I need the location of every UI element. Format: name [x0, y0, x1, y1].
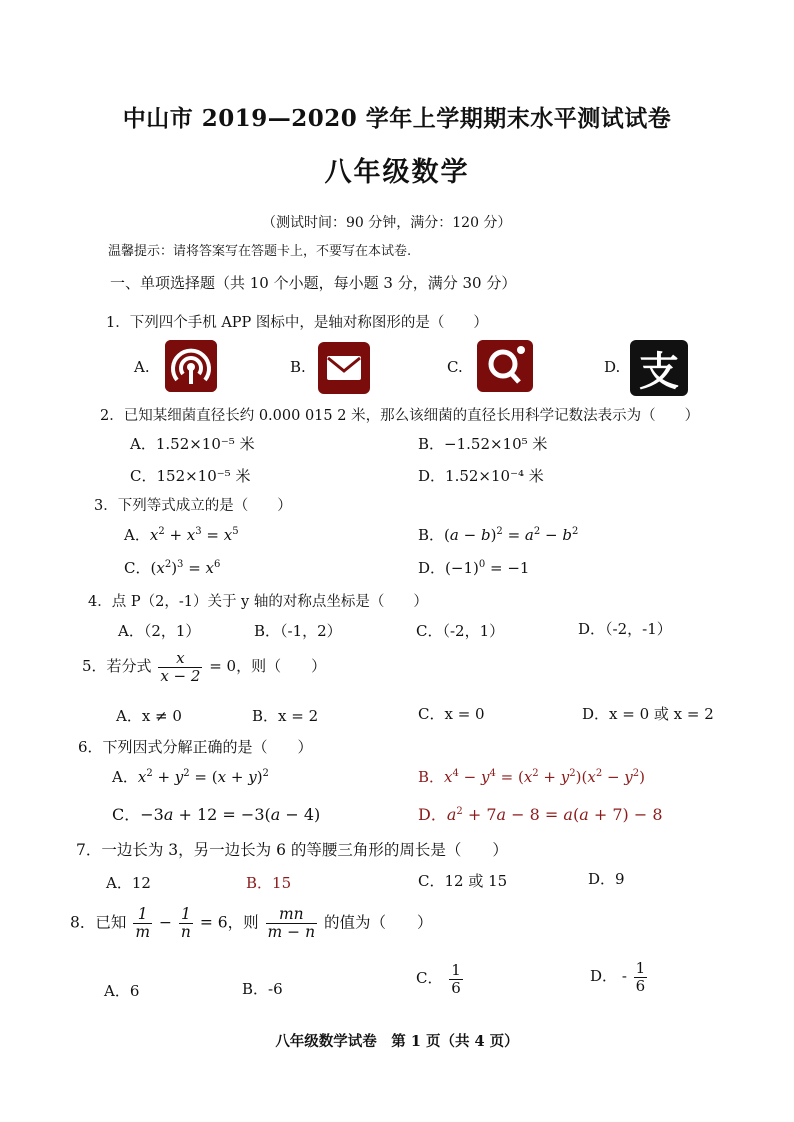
q3-option-b: B．$(a - b)^2 = a^2 - b^2$ — [418, 526, 579, 544]
q8-f3-den: m − n — [267, 923, 316, 942]
q4-option-a: A．（2，1） — [118, 622, 201, 640]
q1-label-b: B. — [290, 358, 306, 376]
q3-option-d: D．$(-1)^0 = -1$ — [418, 559, 530, 577]
q1-label-c: C. — [447, 358, 463, 376]
question-8-stem — [70, 906, 433, 941]
q8-f2-den: n — [180, 923, 191, 942]
search-app-icon — [477, 340, 529, 392]
q6-option-d: D．$a^2 + 7a - 8 = a(a + 7) - 8$ — [418, 805, 663, 824]
q5-option-d: D．x = 0 或 x = 2 — [582, 705, 714, 723]
q8-d-minus: - — [621, 967, 627, 985]
q2-option-c: C．152×10⁻⁵ 米 — [130, 467, 251, 485]
q7-option-c: C．12 或 15 — [418, 872, 508, 890]
question-6-stem: 6．下列因式分解正确的是（ ） — [78, 738, 313, 756]
q2-option-b: B．−1.52×10⁵ 米 — [418, 435, 548, 453]
q8-d-den: 6 — [635, 976, 646, 995]
q8-c-num: 1 — [451, 961, 461, 979]
question-5-stem — [82, 650, 326, 684]
q8-mid: = 6，则 — [199, 913, 259, 932]
q8-d-label: D． — [590, 967, 618, 985]
q8-fraction-1 — [133, 906, 152, 941]
q8-c-label: C． — [416, 969, 443, 987]
q8-fraction-3 — [266, 906, 318, 941]
q4-option-b: B．（-1，2） — [254, 622, 342, 640]
subject-title: 八年级数学 — [324, 157, 470, 188]
question-1-stem: 1．下列四个手机 APP 图标中，是轴对称图形的是（ ） — [106, 315, 488, 331]
q6-option-b: B．$x^4 - y^4 = (x^2 + y^2)(x^2 - y^2)$ — [418, 768, 646, 786]
q8-c-den: 6 — [451, 978, 461, 997]
q8-option-c — [416, 962, 465, 996]
q8-option-d — [590, 960, 649, 994]
q8-f2-num: 1 — [179, 906, 193, 924]
exam-info: （测试时间：90 分钟，满分：120 分） — [262, 215, 512, 231]
q5-option-a: A．x ≠ 0 — [116, 707, 182, 725]
q5-suffix: = 0，则（ ） — [209, 657, 327, 675]
q5-option-b: B．x = 2 — [252, 707, 319, 725]
q8-c-fraction — [449, 962, 463, 996]
exam-title: 中山市 2019—2020 学年上学期期末水平测试试卷 — [122, 105, 672, 132]
q3-option-a: A．$x^2 + x^3 = x^5$ — [124, 526, 239, 544]
q5-prefix: 5．若分式 — [82, 657, 152, 675]
q7-option-d: D．9 — [588, 870, 625, 888]
q8-f1-num: 1 — [133, 906, 152, 924]
question-2-stem: 2．已知某细菌直径长约 0.000 015 2 米，那么该细菌的直径长用科学记数法表示为（ ） — [100, 408, 700, 424]
q1-label-a: A. — [134, 358, 150, 376]
exam-tip: 温馨提示：请将答案写在答题卡上，不要写在本试卷. — [108, 244, 412, 259]
q7-option-a: A．12 — [106, 874, 151, 892]
q8-d-num: 1 — [635, 959, 646, 977]
alipay-app-icon — [630, 340, 688, 396]
q8-minus: − — [158, 913, 172, 932]
q8-f1-den: m — [135, 923, 151, 942]
question-7-stem: 7．一边长为 3，另一边长为 6 的等腰三角形的周长是（ ） — [76, 841, 508, 859]
q5-option-c: C．x = 0 — [418, 705, 485, 723]
q8-option-a: A．6 — [104, 982, 140, 1000]
q2-option-d: D．1.52×10⁻⁴ 米 — [418, 467, 544, 485]
q6-option-a: A．$x^2 + y^2 = (x + y)^2$ — [112, 768, 269, 786]
q8-option-b: B．-6 — [242, 980, 283, 998]
q8-suffix: 的值为（ ） — [324, 913, 433, 932]
q5-fraction — [158, 650, 202, 684]
section-heading: 一、单项选择题（共 10 个小题，每小题 3 分，满分 30 分） — [110, 274, 517, 292]
q1-label-d: D. — [604, 358, 621, 376]
q2-option-a: A．1.52×10⁻⁵ 米 — [130, 435, 255, 453]
q6-option-c: C．−3a + 12 = −3(a − 4) — [112, 805, 321, 824]
q8-d-fraction — [634, 960, 648, 994]
q3-option-c: C．$(x^2)^3 = x^6$ — [124, 559, 221, 577]
q4-option-d: D．（-2，-1） — [578, 620, 672, 638]
q5-frac-num: x — [158, 650, 202, 668]
q4-option-c: C．（-2，1） — [416, 622, 505, 640]
q8-prefix: 8．已知 — [70, 913, 127, 932]
q5-frac-den: x − 2 — [160, 666, 201, 685]
mail-app-icon — [318, 342, 370, 394]
q7-option-b: B．15 — [246, 874, 292, 892]
alipay-glyph: 支 — [639, 348, 679, 395]
question-4-stem: 4．点 P（2，-1）关于 y 轴的对称点坐标是（ ） — [88, 594, 428, 610]
q8-f3-num: mn — [266, 906, 318, 924]
question-3-stem: 3．下列等式成立的是（ ） — [94, 498, 292, 514]
signal-app-icon — [165, 340, 217, 392]
q8-fraction-2 — [179, 906, 193, 941]
page-footer: 八年级数学试卷 第 1 页（共 4 页） — [275, 1033, 519, 1050]
